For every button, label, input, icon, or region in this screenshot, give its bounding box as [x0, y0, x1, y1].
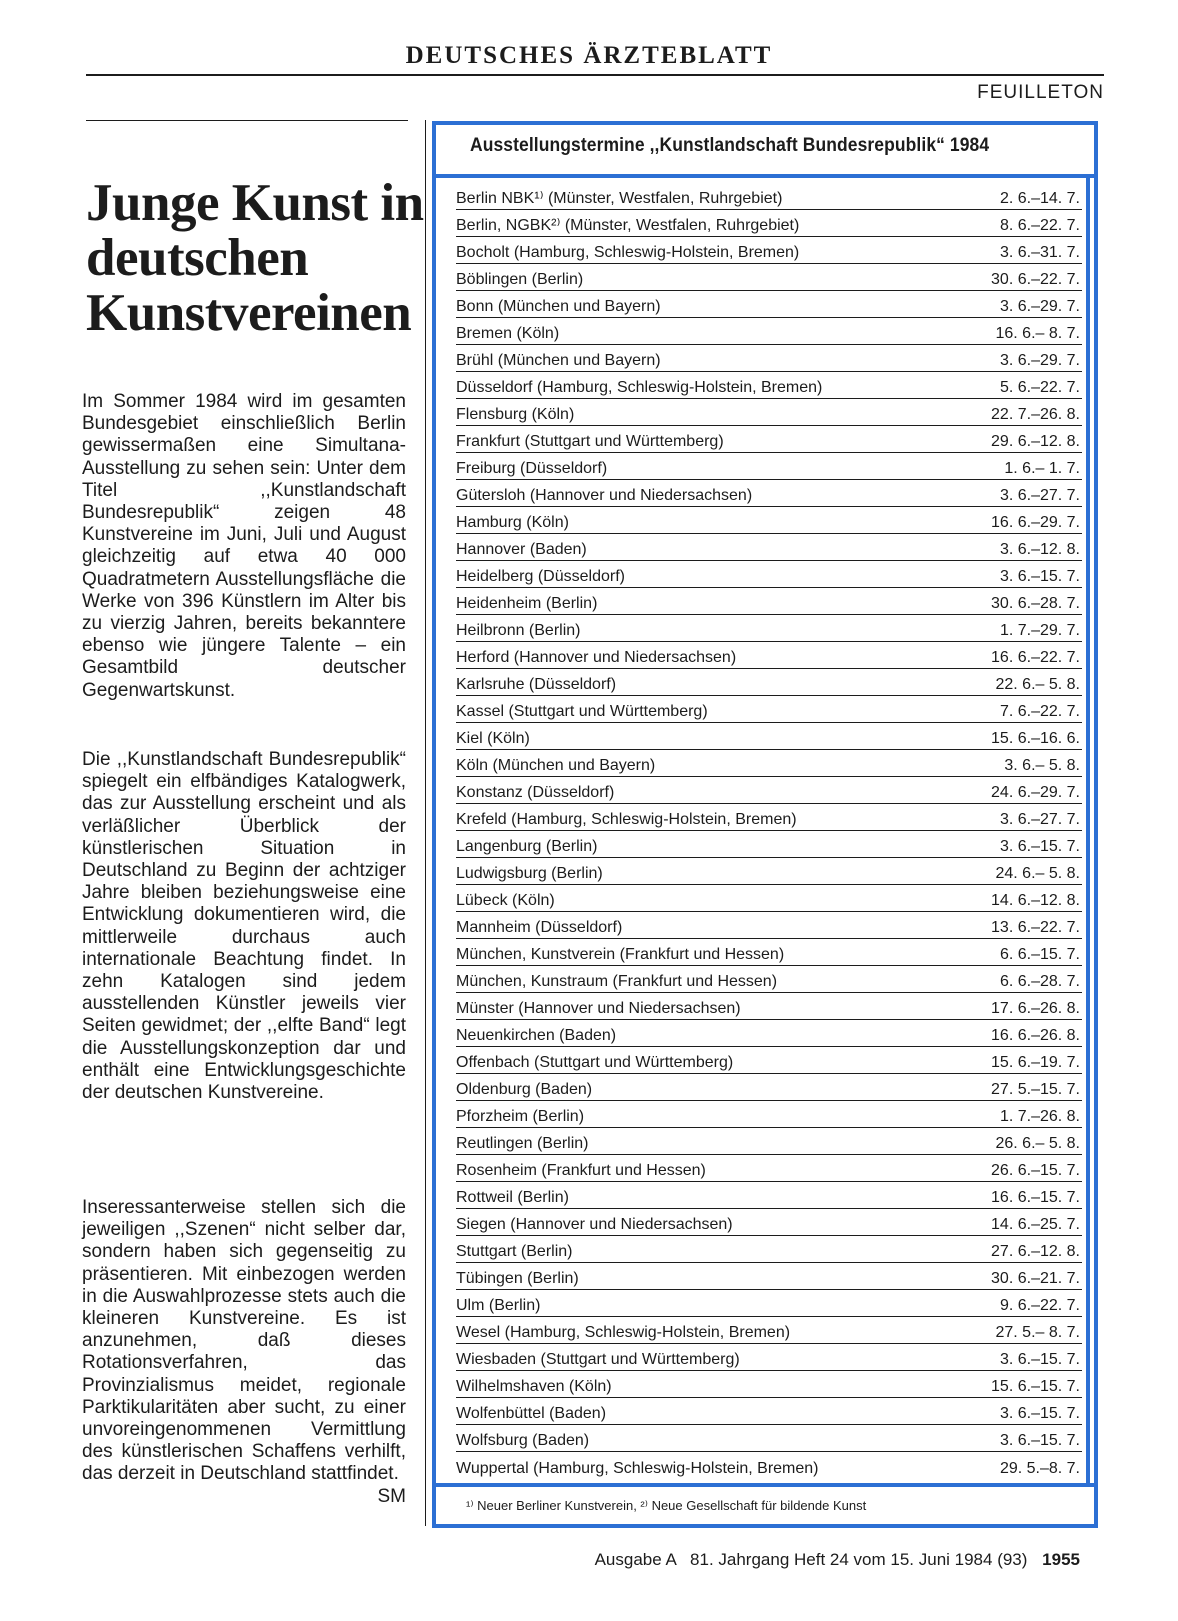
row-place: Offenbach (Stuttgart und Württemberg) [456, 1054, 734, 1071]
row-date: 3. 6.–31. 7. [999, 244, 1080, 261]
row-place: Konstanz (Düsseldorf) [456, 784, 615, 801]
table-row [456, 966, 1082, 993]
row-place: Heidelberg (Düsseldorf) [456, 568, 625, 585]
row-date: 29. 6.–12. 8. [991, 433, 1080, 450]
table-row [456, 372, 1082, 399]
table-row [456, 939, 1082, 966]
table-inner-border [1086, 178, 1090, 1487]
row-place: Hamburg (Köln) [456, 514, 569, 531]
article-headline: Junge Kunst in deutschen Kunstvereinen [86, 174, 424, 342]
table-title: Ausstellungstermine ,,Kunstlandschaft Bundesrepublik“ 1984 [470, 135, 990, 156]
row-date: 14. 6.–25. 7. [991, 1216, 1080, 1233]
row-place: Wiesbaden (Stuttgart und Württemberg) [456, 1351, 740, 1368]
row-place: Hannover (Baden) [456, 541, 587, 558]
row-date: 6. 6.–15. 7. [999, 946, 1080, 963]
table-row [456, 777, 1082, 804]
row-place: Wesel (Hamburg, Schleswig-Holstein, Bremen) [456, 1324, 791, 1341]
table-row [456, 1128, 1082, 1155]
row-place: Heidenheim (Berlin) [456, 595, 598, 612]
table-row [456, 1047, 1082, 1074]
row-date: 3. 6.–15. 7. [999, 1351, 1080, 1368]
footer-issue-info: Ausgabe A 81. Jahrgang Heft 24 vom 15. Juni 1984 (93) [594, 1550, 1028, 1569]
article-paragraph-1: Im Sommer 1984 wird im gesamten Bundesgebiet einschließlich Berlin gewissermaßen eine Simultana-Ausstellung zu sehen sein: Unter dem Titel ,,Kunstlandschaft Bundesrepublik“ zeigen 48 Kunstvereine im Juni, Juli und August gleichzeitig auf etwa 40 000 Quadratmetern Ausstellungsfläche die Werke von 396 Künstlern im Alter bis zu vierzig Jahren, bereits bekanntere ebenso wie jüngere Talente – ein Gesamtbild deutscher Gegenwartskunst. [82, 391, 406, 701]
row-place: Berlin NBK¹⁾ (Münster, Westfalen, Ruhrgebiet) [456, 190, 783, 207]
row-date: 3. 6.–27. 7. [999, 487, 1080, 504]
table-row [456, 1398, 1082, 1425]
table-row [456, 1074, 1082, 1101]
row-date: 3. 6.–12. 8. [999, 541, 1080, 558]
exhibition-dates-table [432, 121, 1098, 1528]
row-date: 27. 6.–12. 8. [991, 1243, 1080, 1260]
row-date: 3. 6.–15. 7. [999, 568, 1080, 585]
table-row [456, 318, 1082, 345]
row-date: 16. 6.–15. 7. [991, 1189, 1080, 1206]
page-number: 1955 [1042, 1550, 1080, 1569]
row-date: 15. 6.–16. 6. [991, 730, 1080, 747]
row-place: Rosenheim (Frankfurt und Hessen) [456, 1162, 706, 1179]
row-date: 30. 6.–28. 7. [991, 595, 1080, 612]
table-row [456, 858, 1082, 885]
row-place: Pforzheim (Berlin) [456, 1108, 585, 1125]
row-place: Siegen (Hannover und Niedersachsen) [456, 1216, 733, 1233]
row-place: Köln (München und Bayern) [456, 757, 656, 774]
row-place: Heilbronn (Berlin) [456, 622, 581, 639]
table-row [456, 588, 1082, 615]
row-place: Stuttgart (Berlin) [456, 1243, 573, 1260]
masthead: DEUTSCHES ÄRZTEBLATT [405, 42, 773, 69]
table-row [456, 1101, 1082, 1128]
table-row [456, 237, 1082, 264]
row-date: 3. 6.–29. 7. [999, 352, 1080, 369]
table-row [456, 183, 1082, 210]
table-row [456, 1182, 1082, 1209]
row-place: Berlin, NGBK²⁾ (Münster, Westfalen, Ruhrgebiet) [456, 217, 800, 234]
row-place: Gütersloh (Hannover und Niedersachsen) [456, 487, 753, 504]
page-footer [595, 1550, 1080, 1570]
row-date: 14. 6.–12. 8. [991, 892, 1080, 909]
table-row [456, 291, 1082, 318]
row-date: 3. 6.–15. 7. [999, 1405, 1080, 1422]
row-date: 2. 6.–14. 7. [999, 190, 1080, 207]
row-date: 6. 6.–28. 7. [999, 973, 1080, 990]
row-place: Ulm (Berlin) [456, 1297, 541, 1314]
row-date: 17. 6.–26. 8. [991, 1000, 1080, 1017]
row-date: 16. 6.–22. 7. [991, 649, 1080, 666]
row-date: 7. 6.–22. 7. [999, 703, 1080, 720]
table-row [456, 642, 1082, 669]
row-place: Ludwigsburg (Berlin) [456, 865, 603, 882]
table-rows [456, 183, 1082, 1479]
section-label: FEUILLETON [977, 82, 1104, 103]
row-date: 16. 6.–29. 7. [991, 514, 1080, 531]
row-place: Herford (Hannover und Niedersachsen) [456, 649, 737, 666]
row-date: 15. 6.–19. 7. [991, 1054, 1080, 1071]
table-row [456, 1371, 1082, 1398]
row-place: Wuppertal (Hamburg, Schleswig-Holstein, Bremen) [456, 1460, 819, 1477]
table-row [456, 723, 1082, 750]
table-row [456, 345, 1082, 372]
row-date: 1. 7.–26. 8. [999, 1108, 1080, 1125]
row-place: Münster (Hannover und Niedersachsen) [456, 1000, 741, 1017]
row-place: Brühl (München und Bayern) [456, 352, 661, 369]
table-row [456, 1425, 1082, 1452]
row-place: Wilhelmshaven (Köln) [456, 1378, 612, 1395]
table-row [456, 534, 1082, 561]
table-row [456, 561, 1082, 588]
row-date: 22. 6.– 5. 8. [995, 676, 1080, 693]
row-date: 13. 6.–22. 7. [991, 919, 1080, 936]
row-date: 30. 6.–21. 7. [991, 1270, 1080, 1287]
row-date: 22. 7.–26. 8. [991, 406, 1080, 423]
row-date: 29. 5.–8. 7. [999, 1460, 1080, 1477]
row-date: 16. 6.–26. 8. [991, 1027, 1080, 1044]
row-date: 27. 5.–15. 7. [991, 1081, 1080, 1098]
table-row [456, 885, 1082, 912]
table-row [456, 399, 1082, 426]
row-place: Krefeld (Hamburg, Schleswig-Holstein, Bremen) [456, 811, 797, 828]
article-paragraph-3: Inseressanterweise stellen sich die jeweiligen ,,Szenen“ nicht selber dar, sondern haben sich gegenseitig zu präsentieren. Mit einbezogen werden in die Auswahlprozesse stets auch die kleineren Kunstvereine. Es ist anzunehmen, daß dieses Rotationsverfahren, das Provinzialismus meidet, regionale Parktikularitäten aber sucht, zu einer unvoreingenommenen Vermittlung des künstlerischen Schaffens verhilft, das derzeit in Deutschland stattfindet. [82, 1197, 406, 1485]
row-place: Bocholt (Hamburg, Schleswig-Holstein, Bremen) [456, 244, 800, 261]
row-place: Neuenkirchen (Baden) [456, 1027, 617, 1044]
table-footnote-area [436, 1483, 1094, 1524]
row-place: Kiel (Köln) [456, 730, 530, 747]
row-place: München, Kunstverein (Frankfurt und Hessen) [456, 946, 785, 963]
row-date: 24. 6.– 5. 8. [995, 865, 1080, 882]
row-place: Flensburg (Köln) [456, 406, 575, 423]
article-paragraph-3-wrapper [82, 1197, 406, 1508]
row-place: Langenburg (Berlin) [456, 838, 598, 855]
row-date: 9. 6.–22. 7. [999, 1297, 1080, 1314]
row-place: Düsseldorf (Hamburg, Schleswig-Holstein, Bremen) [456, 379, 823, 396]
row-place: Bremen (Köln) [456, 325, 560, 342]
row-date: 26. 6.–15. 7. [991, 1162, 1080, 1179]
table-row [456, 480, 1082, 507]
table-row [456, 696, 1082, 723]
masthead-rule [86, 74, 1104, 76]
table-row [456, 1344, 1082, 1371]
table-row [456, 1317, 1082, 1344]
row-place: Böblingen (Berlin) [456, 271, 584, 288]
table-row [456, 1263, 1082, 1290]
row-date: 5. 6.–22. 7. [999, 379, 1080, 396]
row-date: 30. 6.–22. 7. [991, 271, 1080, 288]
row-date: 15. 6.–15. 7. [991, 1378, 1080, 1395]
row-place: Mannheim (Düsseldorf) [456, 919, 623, 936]
table-row [456, 507, 1082, 534]
row-place: Bonn (München und Bayern) [456, 298, 661, 315]
row-place: Lübeck (Köln) [456, 892, 555, 909]
row-place: München, Kunstraum (Frankfurt und Hessen) [456, 973, 778, 990]
table-header [436, 125, 1094, 178]
table-row [456, 993, 1082, 1020]
table-row [456, 1209, 1082, 1236]
table-row [456, 453, 1082, 480]
table-row [456, 264, 1082, 291]
row-date: 8. 6.–22. 7. [999, 217, 1080, 234]
row-date: 3. 6.–15. 7. [999, 838, 1080, 855]
table-row [456, 804, 1082, 831]
row-place: Oldenburg (Baden) [456, 1081, 593, 1098]
row-place: Kassel (Stuttgart und Württemberg) [456, 703, 708, 720]
row-place: Rottweil (Berlin) [456, 1189, 569, 1206]
table-row [456, 1290, 1082, 1317]
table-row [456, 615, 1082, 642]
left-column-rule [86, 120, 408, 121]
row-date: 3. 6.– 5. 8. [1004, 757, 1080, 774]
row-place: Frankfurt (Stuttgart und Württemberg) [456, 433, 724, 450]
author-signature: SM [377, 1485, 406, 1507]
table-row [456, 1236, 1082, 1263]
row-date: 3. 6.–15. 7. [999, 1432, 1080, 1449]
table-row [456, 210, 1082, 237]
table-row [456, 912, 1082, 939]
row-date: 3. 6.–27. 7. [999, 811, 1080, 828]
row-date: 3. 6.–29. 7. [999, 298, 1080, 315]
row-date: 1. 7.–29. 7. [999, 622, 1080, 639]
article-paragraph-2: Die ,,Kunstlandschaft Bundesrepublik“ spiegelt ein elfbändiges Katalogwerk, das zur Ausstellung erscheint und als verläßlicher Überblick der künstlerischen Situation in Deutschland zu Beginn der achtziger Jahre bleiben beziehungsweise eine Entwicklung dokumentieren wird, die mittlerweile durchaus auch internationale Beachtung findet. In zehn Katalogen sind jedem ausstellenden Künstler jeweils vier Seiten gewidmet; der ,,elfte Band“ legt die Ausstellungskonzeption dar und enthält eine Entwicklungsgeschichte der deutschen Kunstvereine. [82, 749, 406, 1104]
row-date: 16. 6.– 8. 7. [995, 325, 1080, 342]
table-row [456, 1020, 1082, 1047]
table-row [456, 1452, 1082, 1479]
table-row [456, 426, 1082, 453]
row-date: 24. 6.–29. 7. [991, 784, 1080, 801]
table-row [456, 1155, 1082, 1182]
table-row [456, 750, 1082, 777]
row-place: Reutlingen (Berlin) [456, 1135, 589, 1152]
row-date: 1. 6.– 1. 7. [1004, 460, 1080, 477]
row-place: Wolfenbüttel (Baden) [456, 1405, 607, 1422]
table-row [456, 669, 1082, 696]
row-place: Freiburg (Düsseldorf) [456, 460, 608, 477]
row-place: Karlsruhe (Düsseldorf) [456, 676, 617, 693]
row-date: 27. 5.– 8. 7. [995, 1324, 1080, 1341]
row-date: 26. 6.– 5. 8. [995, 1135, 1080, 1152]
row-place: Tübingen (Berlin) [456, 1270, 579, 1287]
row-place: Wolfsburg (Baden) [456, 1432, 590, 1449]
table-row [456, 831, 1082, 858]
table-footnote: ¹⁾ Neuer Berliner Kunstverein, ²⁾ Neue Gesellschaft für bildende Kunst [466, 1498, 867, 1513]
